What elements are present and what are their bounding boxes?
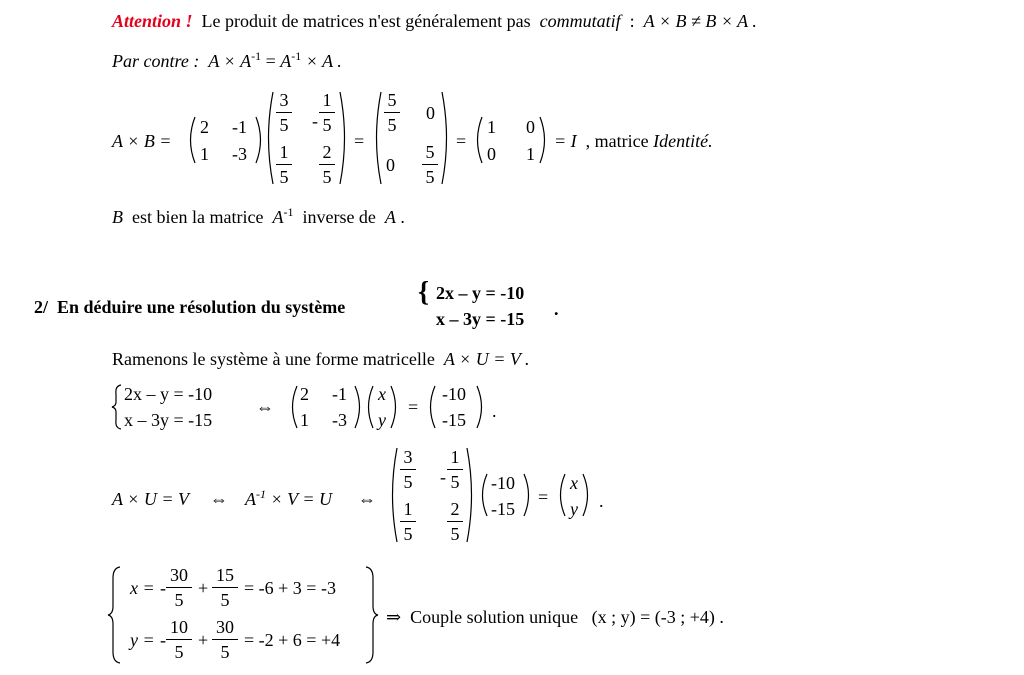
sys-vec-y: y <box>378 410 386 430</box>
solve-mid: × V = U <box>270 489 332 509</box>
matB-a <box>276 91 292 134</box>
inv-text2: inverse de <box>302 207 376 227</box>
matB-b <box>319 91 335 134</box>
pc-a3: A <box>280 51 292 71</box>
question-brace: { <box>418 277 430 308</box>
pc-inv2: -1 <box>291 49 302 63</box>
matA-d: -3 <box>232 144 247 164</box>
sol-y-plus: + <box>198 630 209 650</box>
pc-eq: = <box>265 51 276 71</box>
solve-mat-d <box>447 500 463 543</box>
matB-c-den: 5 <box>279 167 289 187</box>
product-result-line <box>554 132 713 150</box>
sol-x-f1-den: 5 <box>174 590 184 610</box>
product-lhs: A × B = <box>112 131 172 151</box>
solve-mat-d-den: 5 <box>450 524 460 544</box>
matC-a <box>384 91 400 134</box>
sol-x-frac2 <box>212 566 238 609</box>
matB-c <box>276 143 292 186</box>
sys-rhs-left-paren <box>426 384 436 430</box>
sol-x-label: x = <box>130 578 155 598</box>
inv-b: B <box>112 207 123 227</box>
solve-mat-c-den: 5 <box>403 524 413 544</box>
solve-mat-b <box>447 448 463 491</box>
sys-rhs-right-paren <box>476 384 486 430</box>
system-eq1: 2x – y = -10 <box>124 384 213 404</box>
matB-d-den: 5 <box>322 167 332 187</box>
solve-vec-2: -15 <box>491 499 515 519</box>
matB-b-num: 1 <box>322 90 332 110</box>
solve-a: A <box>245 489 256 509</box>
matA-a: 2 <box>200 117 209 137</box>
sys-rhs-2: -15 <box>442 410 466 430</box>
sol-y-tail: = -2 + 6 = +4 <box>244 630 341 650</box>
pc-a: A × <box>208 51 236 71</box>
matC-right-paren <box>441 90 451 186</box>
sys-vec-x: x <box>378 384 386 404</box>
matB-right-paren <box>339 90 349 186</box>
matC-d <box>422 143 438 186</box>
matB-d <box>319 143 335 186</box>
ramenons-text: Ramenons le système à une forme matricelle <box>112 349 435 369</box>
attention-label: Attention ! <box>112 11 193 31</box>
solve-lhs: A × U = V <box>112 489 189 509</box>
par-contre-line <box>112 49 342 71</box>
matC-a-num: 5 <box>387 90 397 110</box>
solve-mat-b-num: 1 <box>450 447 460 467</box>
sol-y-frac2 <box>212 618 238 661</box>
matC-b: 0 <box>426 103 435 123</box>
sol-x-f1-num: 30 <box>170 565 188 585</box>
matB-a-num: 3 <box>279 90 289 110</box>
inv-sup: -1 <box>283 205 294 219</box>
sol-x-tail: = -6 + 3 = -3 <box>244 578 336 598</box>
sys-mat-d: -3 <box>332 410 347 430</box>
matB-d-num: 2 <box>322 142 332 162</box>
matA-c: 1 <box>200 144 209 164</box>
sol-y-f2-num: 30 <box>216 617 234 637</box>
solve-inv: -1 <box>256 487 266 501</box>
solve-mat-a-den: 5 <box>403 472 413 492</box>
matI-d: 1 <box>526 144 535 164</box>
solve-mid-wrap <box>245 487 332 509</box>
matB-c-num: 1 <box>279 142 289 162</box>
solve-mat-b-den: 5 <box>450 472 460 492</box>
attention-line <box>112 12 757 30</box>
sys-vec-right-paren <box>390 384 400 430</box>
sys-vec-left-paren <box>364 384 374 430</box>
solve-mat-right-paren <box>466 446 476 544</box>
solve-vec-1: -10 <box>491 473 515 493</box>
solve-res-right-paren <box>582 472 592 518</box>
sol-x-frac1 <box>166 566 192 609</box>
system-brace <box>112 384 122 430</box>
commutatif-keyword: commutatif <box>539 11 621 31</box>
question-eq1: 2x – y = -10 <box>436 283 525 303</box>
matC-d-num: 5 <box>425 142 435 162</box>
solve-vec-right-paren <box>523 472 533 518</box>
matB-left-paren <box>264 90 274 186</box>
solve-mat-d-num: 2 <box>450 499 460 519</box>
matB-b-den: 5 <box>322 115 332 135</box>
solve-mat-c <box>400 500 416 543</box>
sys-rhs-1: -10 <box>442 384 466 404</box>
matI-left-paren <box>473 115 483 165</box>
sol-couple: (x ; y) = (-3 ; +4) . <box>591 607 724 627</box>
inv-text1: est bien la matrice <box>132 207 264 227</box>
matA-left-paren <box>186 115 196 165</box>
solve-eq: = <box>538 487 549 507</box>
non-commutative-formula: A × B ≠ B × A . <box>643 11 757 31</box>
inv-dot: . <box>400 207 405 227</box>
matI-a: 1 <box>487 117 496 137</box>
question-text: En déduire une résolution du système <box>57 297 346 317</box>
question-2 <box>34 298 345 316</box>
ramenons-formula: A × U = V . <box>443 349 530 369</box>
matA-b: -1 <box>232 117 247 137</box>
sys-mat-b: -1 <box>332 384 347 404</box>
sol-x-f2-num: 15 <box>216 565 234 585</box>
solve-mat-a-num: 3 <box>403 447 413 467</box>
matC-d-den: 5 <box>425 167 435 187</box>
sol-x-minus: - <box>160 578 166 598</box>
par-contre-label: Par contre : <box>112 51 200 71</box>
product-result: = I <box>554 131 577 151</box>
ramenons-line <box>112 350 530 368</box>
inv-a2: A <box>384 207 396 227</box>
product-comment: , matrice <box>585 131 649 151</box>
sol-x-plus: + <box>198 578 209 598</box>
solve-mat-left-paren <box>388 446 398 544</box>
sys-mat-a: 2 <box>300 384 309 404</box>
solve-mat-c-num: 1 <box>403 499 413 519</box>
matC-c: 0 <box>386 155 395 175</box>
attention-text: Le produit de matrices n'est généralement pas <box>201 11 531 31</box>
sol-y-f2-den: 5 <box>220 642 230 662</box>
sys-mat-left-paren <box>288 384 298 430</box>
solve-equiv2: ⇔ <box>358 489 376 509</box>
matC-a-den: 5 <box>387 115 397 135</box>
solve-dot: . <box>599 491 604 511</box>
identity-word: Identité. <box>653 131 713 151</box>
solution-right-brace <box>364 566 378 664</box>
inverse-line <box>112 205 405 227</box>
sol-y-minus: - <box>160 630 166 650</box>
solve-equiv1: ⇔ <box>210 489 228 509</box>
sys-dot: . <box>492 401 497 421</box>
matB-b-minus: - <box>312 111 318 131</box>
sol-y-f1-num: 10 <box>170 617 188 637</box>
sys-mat-c: 1 <box>300 410 309 430</box>
sol-y-f1-den: 5 <box>174 642 184 662</box>
inv-a: A <box>272 207 284 227</box>
solve-mat-b-minus: - <box>440 467 446 487</box>
conclusion-line <box>386 608 724 626</box>
system-equiv: ⇔ <box>256 397 274 417</box>
sol-conclusion: Couple solution unique <box>410 607 579 627</box>
attention-colon: : <box>629 11 635 31</box>
matB-a-den: 5 <box>279 115 289 135</box>
solve-res-x: x <box>570 473 578 493</box>
sol-implies: ⇒ <box>386 607 402 627</box>
question-eq2: x – 3y = -15 <box>436 309 525 329</box>
product-eq1: = <box>354 131 365 151</box>
solve-res-left-paren <box>556 472 566 518</box>
question-number: 2/ <box>34 297 49 317</box>
solve-res-y: y <box>570 499 578 519</box>
sol-y-label: y = <box>130 630 155 650</box>
solution-left-brace <box>108 566 122 664</box>
sol-x-f2-den: 5 <box>220 590 230 610</box>
sys-mat-right-paren <box>354 384 364 430</box>
solve-mat-a <box>400 448 416 491</box>
system-eq2: x – 3y = -15 <box>124 410 213 430</box>
question-dot: . <box>554 299 559 319</box>
pc-tail: × A . <box>305 51 342 71</box>
pc-inv: -1 <box>251 49 262 63</box>
matI-right-paren <box>539 115 549 165</box>
solve-vec-left-paren <box>478 472 488 518</box>
product-eq2: = <box>456 131 467 151</box>
matI-b: 0 <box>526 117 535 137</box>
sys-eq: = <box>408 397 419 417</box>
pc-a2: A <box>240 51 252 71</box>
matI-c: 0 <box>487 144 496 164</box>
matC-left-paren <box>372 90 382 186</box>
sol-y-frac1 <box>166 618 192 661</box>
